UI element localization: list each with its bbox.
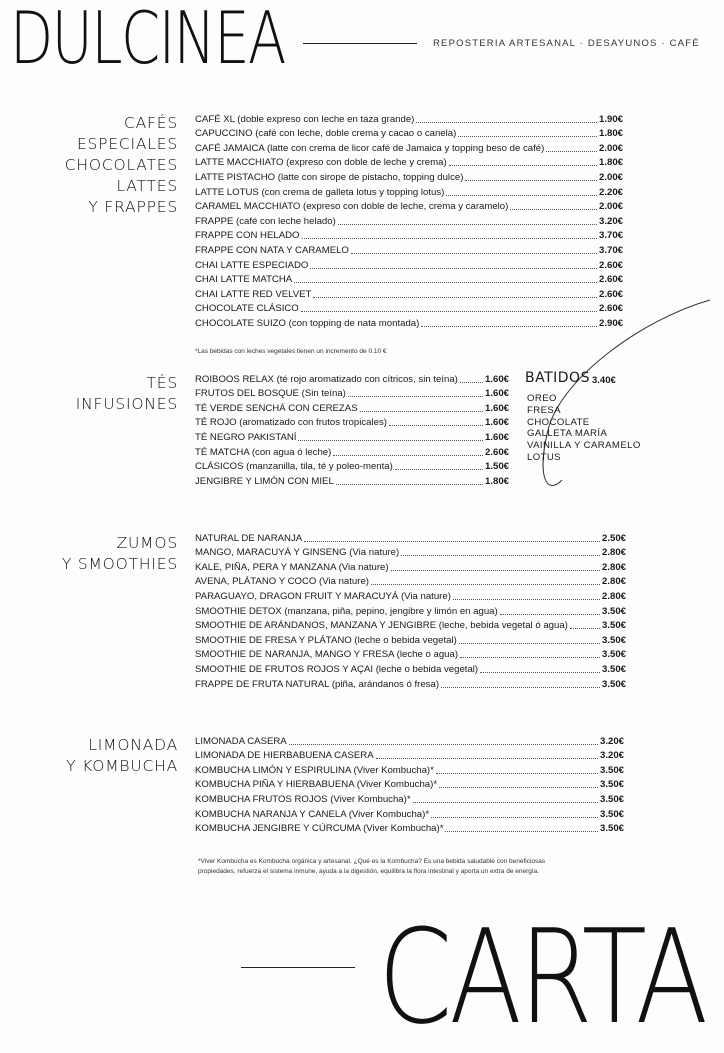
menu-item	[195, 169, 623, 184]
section-title-cafes	[65, 113, 178, 218]
menu-item-price: 1.80€	[598, 157, 623, 169]
menu-item-name: CHOCOLATE CLÁSICO	[195, 303, 299, 315]
menu-item-price: 2.50€	[601, 532, 626, 544]
menu-item-price: 1.60€	[484, 417, 509, 429]
menu-item-price: 2.60€	[598, 303, 623, 315]
menu-item-name: CHAI LATTE RED VELVET	[195, 288, 312, 300]
menu-item-price: 1.90€	[598, 113, 623, 125]
menu-item-price: 3.50€	[601, 678, 626, 690]
section-title-line: LATTES	[116, 177, 178, 195]
menu-item-price: 2.20€	[598, 186, 623, 198]
menu-item	[195, 791, 624, 806]
menu-item-name: CAFÉ JAMAICA (latte con crema de licor café de Jamaica y topping beso de café)	[195, 142, 545, 154]
dot-leader	[570, 628, 600, 629]
menu-item-price: 3.20€	[598, 215, 623, 227]
menu-list-zumos	[195, 530, 626, 691]
section-title-line: Y FRAPPES	[88, 198, 178, 216]
menu-item	[195, 777, 624, 792]
menu-list-cafes	[195, 111, 623, 330]
section-title-limonada	[66, 735, 178, 777]
dot-leader	[460, 382, 483, 383]
dot-leader	[439, 787, 598, 788]
menu-item	[195, 286, 623, 301]
menu-item-price: 2.60€	[598, 288, 623, 300]
menu-item-price: 2.00€	[598, 171, 623, 183]
section-title-line: Y KOMBUCHA	[66, 757, 178, 775]
menu-item-name: CAPUCCINO (café con leche, doble crema y cacao o canela)	[195, 128, 457, 140]
menu-item	[195, 748, 624, 763]
menu-item-price: 1.80€	[598, 128, 623, 140]
menu-item-price: 3.20€	[599, 750, 624, 762]
dot-leader	[336, 484, 483, 485]
menu-item-name: KOMBUCHA PIÑA Y HIERBABUENA (Viver Kombucha)*	[195, 779, 438, 791]
dot-leader	[395, 469, 483, 470]
batido-flavor: GALLETA MARÍA	[527, 428, 608, 440]
menu-item-name: TÉ MATCHA (con agua ó leche)	[195, 446, 332, 458]
menu-item	[195, 155, 623, 170]
menu-item	[195, 242, 623, 257]
batido-flavor: VAINILLA Y CARAMELO	[527, 440, 641, 452]
menu-item	[195, 618, 626, 633]
menu-item	[195, 559, 626, 574]
vegetable-milk-note: *Las bebidas con leches vegetales tienen un incremento de 0.10 €	[195, 348, 387, 355]
menu-item-name: CLÁSICOS (manzanilla, tila, té y poleo-menta)	[195, 461, 393, 473]
section-title-line: LIMONADA	[88, 736, 178, 754]
dot-leader	[453, 599, 600, 600]
menu-item-price: 3.50€	[599, 793, 624, 805]
menu-item-price: 1.60€	[484, 373, 509, 385]
dot-leader	[416, 122, 597, 123]
dot-leader	[480, 672, 600, 673]
menu-item-price: 3.50€	[599, 808, 624, 820]
menu-item	[195, 530, 626, 545]
menu-item	[195, 661, 626, 676]
kombucha-note	[198, 857, 545, 877]
dot-leader	[413, 802, 598, 803]
section-title-line: CHOCOLATES	[64, 156, 178, 174]
carta-title: CARTA	[378, 901, 706, 1053]
menu-item-price: 3.50€	[599, 823, 624, 835]
menu-item-price: 3.50€	[601, 663, 626, 675]
menu-item	[195, 301, 623, 316]
dot-leader	[348, 396, 483, 397]
dot-leader	[459, 643, 600, 644]
menu-item-name: KOMBUCHA FRUTOS ROJOS (Viver Kombucha)*	[195, 793, 411, 805]
menu-item-price: 1.50€	[484, 461, 509, 473]
batido-flavor: OREO	[527, 393, 557, 404]
menu-item	[195, 473, 509, 488]
menu-list-tes	[195, 371, 509, 488]
menu-item-name: FRAPPE CON HELADO	[195, 230, 300, 242]
menu-item	[195, 371, 509, 386]
menu-item-price: 1.60€	[484, 388, 509, 400]
dot-leader	[445, 831, 598, 832]
menu-item	[195, 386, 509, 401]
section-title-line: ESPECIALES	[76, 135, 178, 153]
section-title-tes	[76, 373, 178, 415]
menu-item-name: MANGO, MARACUYÁ Y GINSENG (Via nature)	[195, 547, 400, 559]
menu-item-name: FRAPPE CON NATA Y CARAMELO	[195, 244, 349, 256]
menu-item-name: KALE, PIÑA, PERA Y MANZANA (Via nature)	[195, 561, 389, 573]
dot-leader	[465, 180, 597, 181]
brand-tagline: REPOSTERIA ARTESANAL · DESAYUNOS · CAFÉ	[433, 38, 700, 49]
menu-item-name: TÉ VERDE SENCHÁ CON CEREZAS	[195, 402, 358, 414]
menu-item-name: LATTE LOTUS (con crema de galleta lotus y topping lotus)	[195, 186, 445, 198]
menu-item	[195, 574, 626, 589]
section-title-line: ZUMOS	[116, 534, 178, 552]
dot-leader	[310, 268, 597, 269]
menu-item-name: SMOOTHIE DETOX (manzana, piña, pepino, jengibre y limón en agua)	[195, 605, 498, 617]
menu-item-price: 2.60€	[598, 274, 623, 286]
menu-item	[195, 315, 623, 330]
menu-item-name: ROIBOOS RELAX (té rojo aromatizado con cítricos, sin teína)	[195, 373, 458, 385]
menu-item	[195, 444, 509, 459]
menu-item	[195, 762, 624, 777]
menu-item-price: 2.60€	[484, 446, 509, 458]
menu-item-name: TÉ NEGRO PAKISTANÍ	[195, 431, 297, 443]
menu-item-price: 3.50€	[601, 649, 626, 661]
dot-leader	[302, 238, 597, 239]
menu-list-limonada	[195, 733, 624, 835]
menu-item-name: FRAPPE DE FRUTA NATURAL (piña, arándanos ó fresa)	[195, 678, 440, 690]
menu-item	[195, 821, 624, 836]
menu-item-name: SMOOTHIE DE FRUTOS ROJOS Y AÇAI (leche o bebida vegetal)	[195, 663, 479, 675]
menu-item-name: TÉ ROJO (aromatizado con frutos tropicales)	[195, 417, 387, 429]
dot-leader	[333, 455, 483, 456]
menu-item-price: 3.50€	[599, 764, 624, 776]
menu-item-name: KOMBUCHA LIMÓN Y ESPIRULINA (Viver Kombucha)*	[195, 764, 434, 776]
section-title-line: TÉS	[146, 374, 178, 392]
menu-item-price: 1.60€	[484, 431, 509, 443]
menu-item-name: KOMBUCHA JENGIBRE Y CÚRCUMA (Viver Kombucha)*	[195, 823, 444, 835]
menu-item-price: 3.70€	[598, 230, 623, 242]
dot-leader	[298, 440, 483, 441]
menu-item-name: SMOOTHIE DE FRESA Y PLÁTANO (leche o bebida vegetal)	[195, 634, 457, 646]
menu-item-name: AVENA, PLÁTANO Y COCO (Via nature)	[195, 576, 369, 588]
brand-logo: DULCINEA	[10, 0, 285, 80]
menu-item	[195, 228, 623, 243]
menu-item-price: 2.60€	[598, 259, 623, 271]
menu-item	[195, 545, 626, 560]
menu-item	[195, 111, 623, 126]
menu-item-name: CHAI LATTE ESPECIADO	[195, 259, 309, 271]
dot-leader	[289, 744, 598, 745]
batidos-title: BATIDOS	[525, 370, 590, 386]
menu-item-name: PARAGUAYO, DRAGON FRUIT Y MARACUYÁ (Via nature)	[195, 590, 451, 602]
menu-item	[195, 213, 623, 228]
dot-leader	[441, 687, 600, 688]
menu-item-price: 2.80€	[601, 576, 626, 588]
menu-item	[195, 415, 509, 430]
dot-leader	[436, 773, 598, 774]
menu-item	[195, 647, 626, 662]
dot-leader	[421, 326, 597, 327]
menu-item-name: LIMONADA CASERA	[195, 735, 287, 747]
dot-leader	[460, 657, 600, 658]
menu-item-price: 3.50€	[599, 779, 624, 791]
menu-item-price: 2.80€	[601, 547, 626, 559]
menu-item	[195, 184, 623, 199]
menu-item-name: LIMONADA DE HIERBABUENA CASERA	[195, 750, 374, 762]
dot-leader	[431, 817, 598, 818]
menu-item	[195, 603, 626, 618]
dot-leader	[391, 570, 600, 571]
dot-leader	[304, 541, 600, 542]
menu-item-price: 2.00€	[598, 201, 623, 213]
menu-item	[195, 140, 623, 155]
dot-leader	[351, 253, 597, 254]
menu-item	[195, 733, 624, 748]
menu-item	[195, 272, 623, 287]
dot-leader	[371, 584, 600, 585]
menu-item-name: SMOOTHIE DE ARÁNDANOS, MANZANA Y JENGIBRE (leche, bebida vegetal ó agua)	[195, 620, 568, 632]
section-title-line: INFUSIONES	[75, 395, 178, 413]
dot-leader	[294, 282, 597, 283]
menu-item-name: JENGIBRE Y LIMÓN CON MIEL	[195, 475, 334, 487]
dot-leader	[376, 758, 598, 759]
menu-item	[195, 429, 509, 444]
dot-leader	[458, 136, 597, 137]
menu-item-price: 3.50€	[601, 634, 626, 646]
menu-item	[195, 676, 626, 691]
menu-item	[195, 588, 626, 603]
menu-item-name: CAFÉ XL (doble expreso con leche en taza grande)	[195, 113, 415, 125]
menu-item-name: FRUTOS DEL BOSQUE (Sin teína)	[195, 388, 346, 400]
menu-item-name: NATURAL DE NARANJA	[195, 532, 303, 544]
menu-item-name: LATTE PISTACHO (latte con sirope de pistacho, topping dulce)	[195, 171, 464, 183]
menu-item-price: 1.80€	[484, 475, 509, 487]
dot-leader	[449, 165, 597, 166]
footer-divider	[241, 967, 355, 968]
dot-leader	[546, 151, 597, 152]
menu-item	[195, 632, 626, 647]
section-title-line: Y SMOOTHIES	[61, 555, 178, 573]
dot-leader	[313, 297, 597, 298]
dot-leader	[500, 614, 600, 615]
dot-leader	[301, 311, 597, 312]
menu-item-price: 2.90€	[598, 317, 623, 329]
menu-item	[195, 806, 624, 821]
dot-leader	[338, 224, 597, 225]
menu-item-price: 3.20€	[599, 735, 624, 747]
menu-item-name: LATTE MACCHIATO (expreso con doble de leche y crema)	[195, 157, 447, 169]
batido-flavor: CHOCOLATE	[527, 416, 590, 428]
menu-item-name: CHAI LATTE MATCHA	[195, 274, 293, 286]
menu-item	[195, 199, 623, 214]
note-line: *Viver Kombucha es Kombucha orgánica y artesanal. ¿Qué es la Kombucha? Es una bebida saludable con beneficiosas	[198, 858, 546, 865]
menu-item-name: CHOCOLATE SUIZO (con topping de nata montada)	[195, 317, 420, 329]
menu-item-price: 2.00€	[598, 142, 623, 154]
menu-item-price: 3.50€	[601, 605, 626, 617]
dot-leader	[446, 195, 597, 196]
menu-item	[195, 459, 509, 474]
menu-item-name: CARAMEL MACCHIATO (expreso con doble de leche, crema y caramelo)	[195, 201, 509, 213]
note-line: propiedades, refuerza el sistema inmune, ayuda a la digestión, equilibra la flora intestinal y aporta un extra de energía.	[198, 868, 540, 875]
batidos-price: 3.40€	[592, 375, 616, 386]
menu-item-price: 2.80€	[601, 590, 626, 602]
dot-leader	[401, 555, 600, 556]
batidos-flavor-list	[527, 393, 641, 464]
menu-item-price: 3.50€	[601, 620, 626, 632]
menu-item	[195, 400, 509, 415]
menu-item-price: 2.80€	[601, 561, 626, 573]
menu-item-name: SMOOTHIE DE NARANJA, MANGO Y FRESA (leche o agua)	[195, 649, 459, 661]
dot-leader	[360, 411, 483, 412]
menu-item	[195, 257, 623, 272]
menu-item-name: KOMBUCHA NARANJA Y CANELA (Viver Kombucha)*	[195, 808, 430, 820]
menu-item	[195, 126, 623, 141]
dot-leader	[510, 209, 597, 210]
section-title-line: CAFÉS	[124, 114, 178, 132]
batido-flavor: LOTUS	[527, 451, 561, 463]
menu-item-name: FRAPPE (café con leche helado)	[195, 215, 336, 227]
menu-item-price: 3.70€	[598, 244, 623, 256]
batido-flavor: FRESA	[527, 404, 561, 416]
section-title-zumos	[62, 533, 178, 575]
dot-leader	[389, 425, 483, 426]
menu-item-price: 1.60€	[484, 402, 509, 414]
